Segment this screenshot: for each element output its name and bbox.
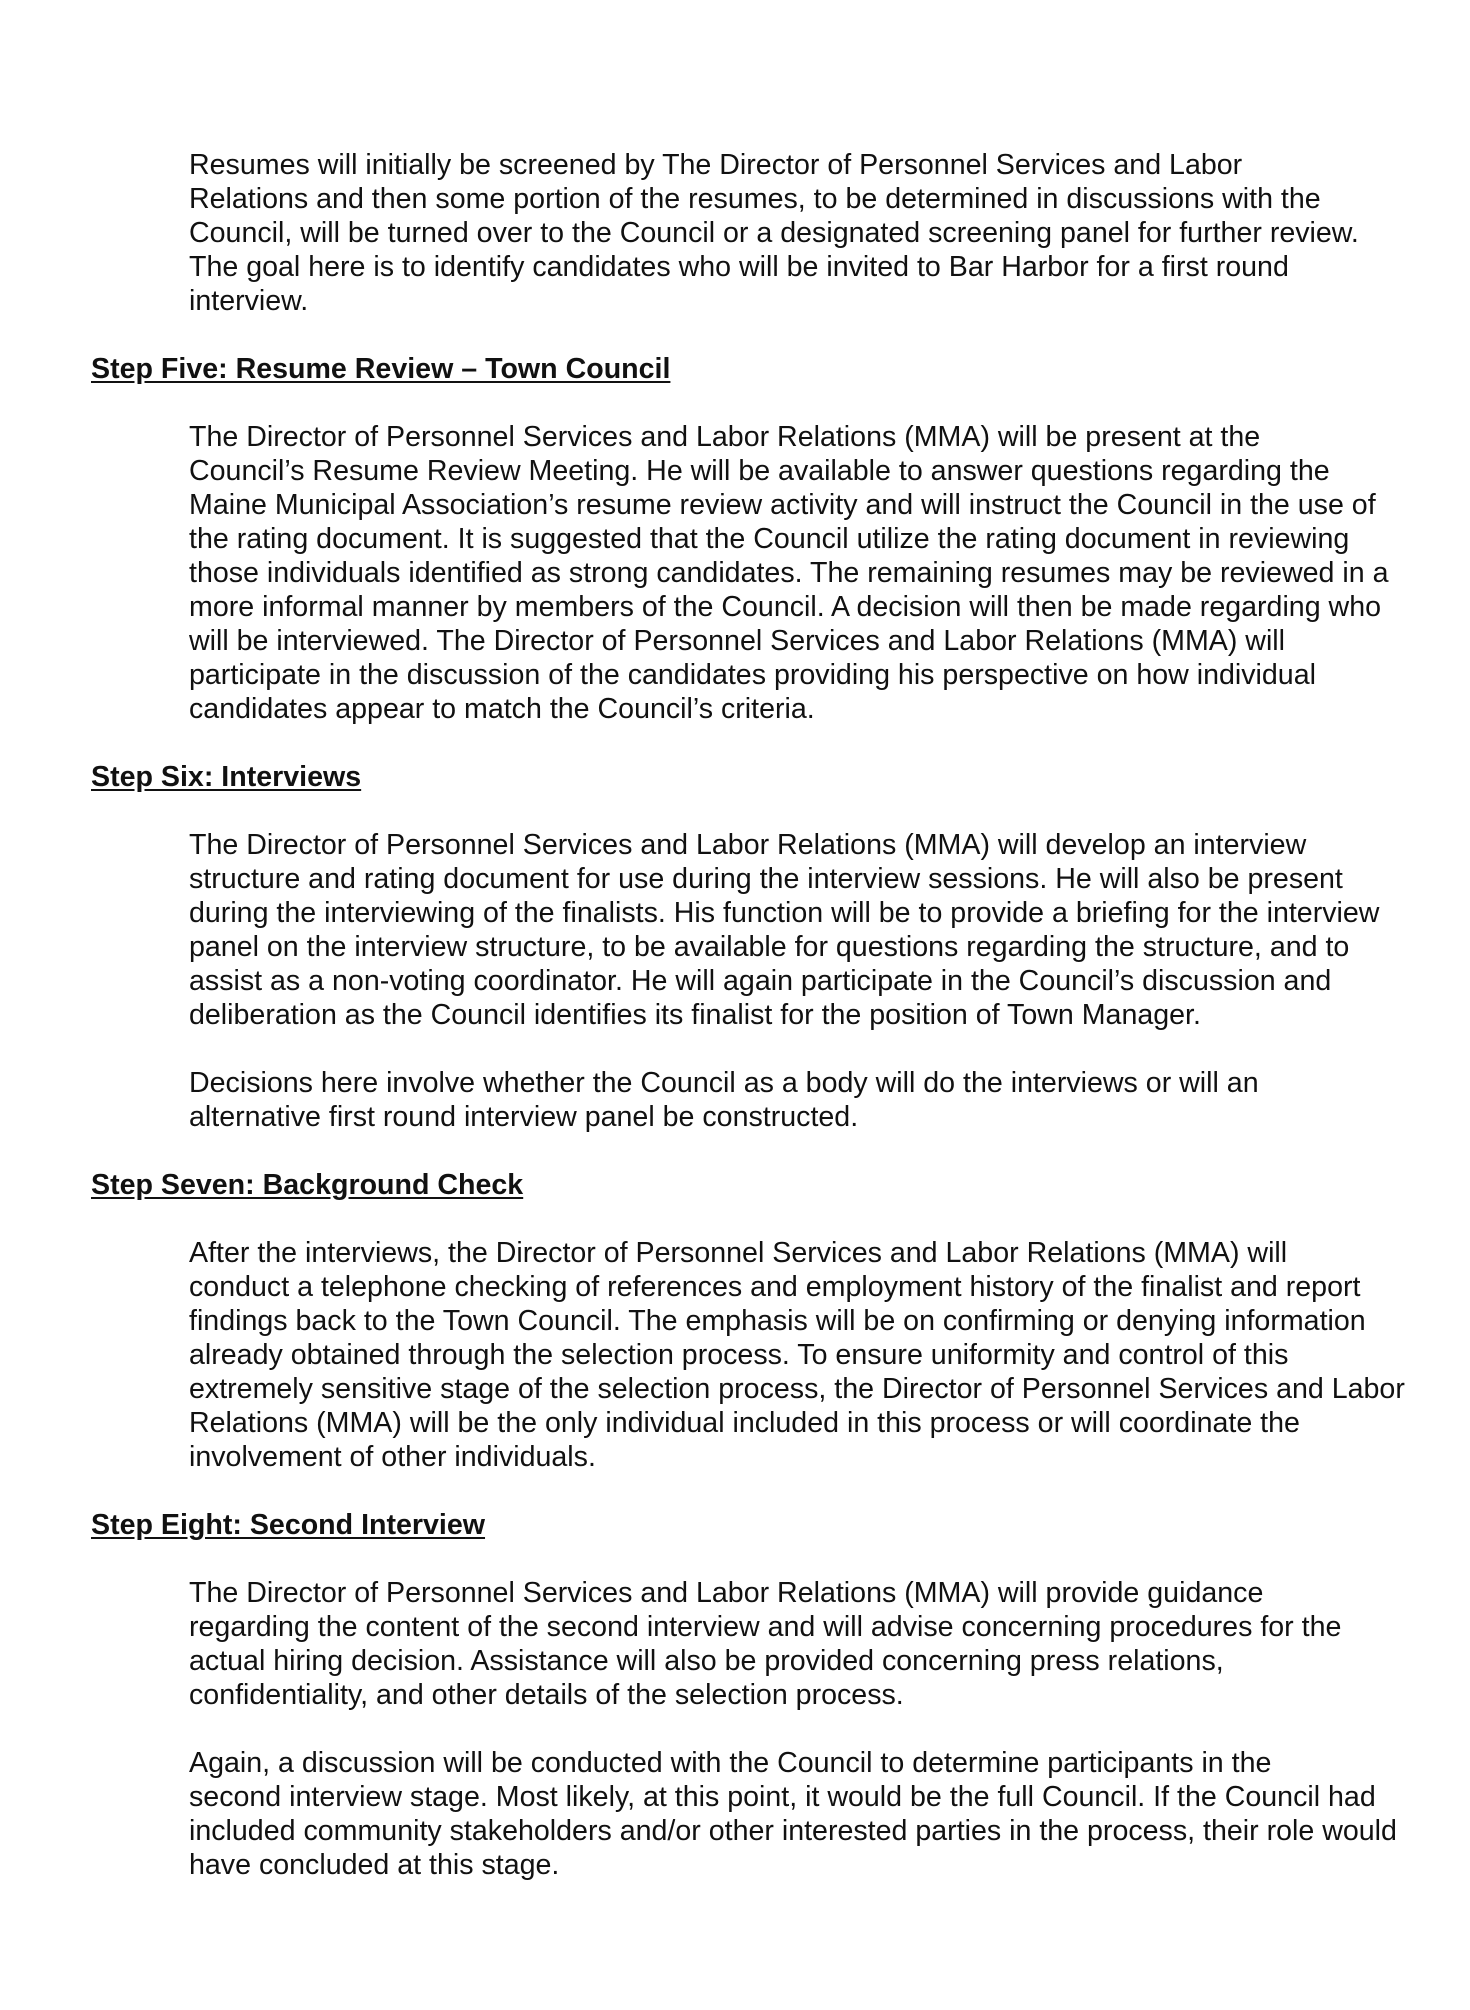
text-line: extremely sensitive stage of the selection process, the Director of Personnel Services and Labor <box>189 1373 1405 1405</box>
text-line: conduct a telephone checking of references and employment history of the finalist and report <box>189 1271 1361 1303</box>
text-line: Council, will be turned over to the Council or a designated screening panel for further review. <box>189 217 1359 249</box>
text-line: The Director of Personnel Services and Labor Relations (MMA) will develop an interview <box>189 829 1307 861</box>
text-line: regarding the content of the second interview and will advise concerning procedures for the <box>189 1611 1342 1643</box>
heading-step-six: Step Six: Interviews <box>91 761 362 793</box>
text-line: panel on the interview structure, to be available for questions regarding the structure, and to <box>189 931 1350 963</box>
heading-step-seven: Step Seven: Background Check <box>91 1169 524 1201</box>
paragraph-step-eight <box>91 1576 1391 1712</box>
text-line: will be interviewed. The Director of Personnel Services and Labor Relations (MMA) will <box>189 625 1286 657</box>
text-line: during the interviewing of the finalists. His function will be to provide a briefing for the interview <box>189 897 1380 929</box>
text-line: The Director of Personnel Services and Labor Relations (MMA) will provide guidance <box>189 1577 1264 1609</box>
text-line: more informal manner by members of the Council. A decision will then be made regarding who <box>189 591 1382 623</box>
text-line: After the interviews, the Director of Personnel Services and Labor Relations (MMA) will <box>189 1237 1288 1269</box>
text-line: alternative first round interview panel be constructed. <box>189 1101 859 1133</box>
text-line: the rating document. It is suggested that the Council utilize the rating document in reviewing <box>189 523 1350 555</box>
paragraph-step-seven <box>91 1236 1405 1474</box>
paragraph-step-six <box>91 828 1391 1032</box>
text-line: candidates appear to match the Council’s criteria. <box>189 693 815 725</box>
text-line: The goal here is to identify candidates who will be invited to Bar Harbor for a first round <box>189 251 1289 283</box>
text-line: Relations and then some portion of the resumes, to be determined in discussions with the <box>189 183 1321 215</box>
text-line: those individuals identified as strong candidates. The remaining resumes may be reviewed in a <box>189 557 1389 589</box>
text-line: assist as a non-voting coordinator. He will again participate in the Council’s discussion and <box>189 965 1332 997</box>
text-line: involvement of other individuals. <box>189 1441 596 1473</box>
text-line: participate in the discussion of the candidates providing his perspective on how individual <box>189 659 1316 691</box>
text-line: Council’s Resume Review Meeting. He will be available to answer questions regarding the <box>189 455 1330 487</box>
text-line: interview. <box>189 285 309 317</box>
text-line: Maine Municipal Association’s resume review activity and will instruct the Council in the use of <box>189 489 1376 521</box>
text-line: Relations (MMA) will be the only individual included in this process or will coordinate the <box>189 1407 1300 1439</box>
text-line: second interview stage. Most likely, at this point, it would be the full Council. If the Council had <box>189 1781 1376 1813</box>
document-page <box>91 148 1405 1916</box>
text-line: Again, a discussion will be conducted with the Council to determine participants in the <box>189 1747 1272 1779</box>
text-line: confidentiality, and other details of the selection process. <box>189 1679 904 1711</box>
text-line: have concluded at this stage. <box>189 1849 560 1881</box>
text-line: deliberation as the Council identifies its finalist for the position of Town Manager. <box>189 999 1201 1031</box>
paragraph-second-interview-participants <box>91 1746 1397 1882</box>
text-line: already obtained through the selection process. To ensure uniformity and control of this <box>189 1339 1289 1371</box>
text-line: structure and rating document for use during the interview sessions. He will also be present <box>189 863 1343 895</box>
heading-step-eight: Step Eight: Second Interview <box>91 1509 486 1541</box>
text-line: Decisions here involve whether the Council as a body will do the interviews or will an <box>189 1067 1259 1099</box>
text-line: actual hiring decision. Assistance will also be provided concerning press relations, <box>189 1645 1224 1677</box>
text-line: findings back to the Town Council. The emphasis will be on confirming or denying information <box>189 1305 1366 1337</box>
paragraph-step-five <box>91 420 1391 726</box>
heading-step-five: Step Five: Resume Review – Town Council <box>91 353 671 385</box>
paragraph-resume-screening <box>91 148 1391 318</box>
text-line: Resumes will initially be screened by The Director of Personnel Services and Labor <box>189 149 1243 181</box>
text-line: included community stakeholders and/or other interested parties in the process, their role would <box>189 1815 1397 1847</box>
text-line: The Director of Personnel Services and Labor Relations (MMA) will be present at the <box>189 421 1261 453</box>
paragraph-interview-decisions <box>91 1066 1391 1134</box>
